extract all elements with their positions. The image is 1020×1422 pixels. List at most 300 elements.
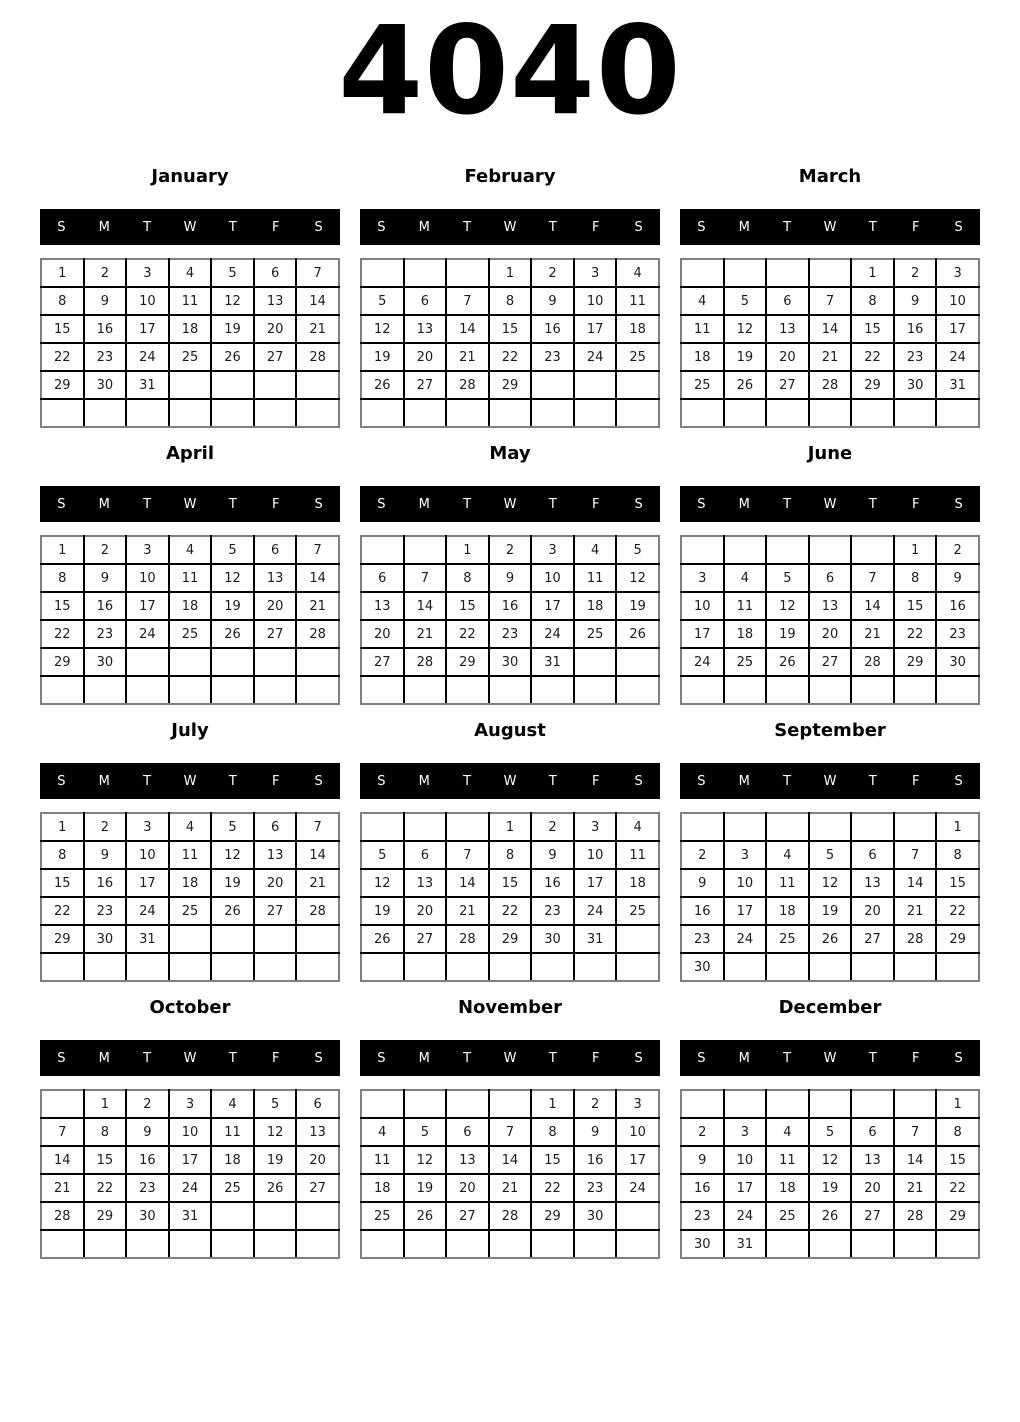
day-cell: 22 bbox=[894, 620, 937, 648]
day-of-week-label: T bbox=[783, 219, 792, 235]
day-cell: 25 bbox=[681, 371, 724, 399]
day-cell: 10 bbox=[681, 592, 724, 620]
month-july bbox=[40, 720, 340, 982]
day-cell bbox=[126, 1230, 169, 1258]
day-cell: 3 bbox=[169, 1090, 212, 1118]
day-of-week-label: S bbox=[634, 1050, 643, 1066]
day-cell: 24 bbox=[531, 620, 574, 648]
day-cell: 17 bbox=[126, 592, 169, 620]
day-cell bbox=[84, 399, 127, 427]
week-row bbox=[681, 897, 979, 925]
day-cell: 18 bbox=[616, 869, 659, 897]
week-row bbox=[681, 1202, 979, 1230]
day-cell: 26 bbox=[404, 1202, 447, 1230]
day-cell: 11 bbox=[681, 315, 724, 343]
day-cell bbox=[361, 1090, 404, 1118]
day-cell: 14 bbox=[446, 869, 489, 897]
day-cell: 7 bbox=[851, 564, 894, 592]
day-cell: 22 bbox=[84, 1174, 127, 1202]
day-cell bbox=[446, 259, 489, 287]
day-cell bbox=[211, 648, 254, 676]
day-cell: 5 bbox=[809, 1118, 852, 1146]
day-cell: 5 bbox=[616, 536, 659, 564]
day-cell: 11 bbox=[211, 1118, 254, 1146]
day-cell bbox=[681, 676, 724, 704]
day-cell: 28 bbox=[809, 371, 852, 399]
day-cell bbox=[404, 259, 447, 287]
day-cell: 27 bbox=[361, 648, 404, 676]
week-row bbox=[361, 259, 659, 287]
day-cell bbox=[41, 1090, 84, 1118]
day-cell: 1 bbox=[84, 1090, 127, 1118]
day-cell: 9 bbox=[681, 869, 724, 897]
day-cell: 27 bbox=[404, 371, 447, 399]
day-cell: 3 bbox=[126, 536, 169, 564]
day-cell: 29 bbox=[851, 371, 894, 399]
day-cell: 22 bbox=[531, 1174, 574, 1202]
day-of-week-header bbox=[680, 209, 980, 245]
week-row bbox=[41, 925, 339, 953]
day-cell: 23 bbox=[84, 343, 127, 371]
day-cell bbox=[724, 676, 767, 704]
day-cell bbox=[851, 813, 894, 841]
day-cell: 4 bbox=[681, 287, 724, 315]
day-cell: 21 bbox=[809, 343, 852, 371]
day-cell: 2 bbox=[531, 813, 574, 841]
day-cell: 30 bbox=[84, 648, 127, 676]
day-of-week-label: T bbox=[783, 773, 792, 789]
day-of-week-label: W bbox=[823, 1050, 837, 1066]
week-row bbox=[681, 259, 979, 287]
day-cell bbox=[404, 399, 447, 427]
day-of-week-label: T bbox=[463, 773, 472, 789]
month-title: December bbox=[778, 997, 882, 1018]
day-cell: 27 bbox=[296, 1174, 339, 1202]
day-cell: 10 bbox=[574, 287, 617, 315]
day-cell bbox=[724, 259, 767, 287]
day-cell bbox=[361, 259, 404, 287]
day-cell: 2 bbox=[531, 259, 574, 287]
day-cell: 29 bbox=[41, 371, 84, 399]
month-may bbox=[360, 443, 660, 705]
day-cell: 20 bbox=[361, 620, 404, 648]
week-row bbox=[361, 953, 659, 981]
day-cell: 18 bbox=[766, 1174, 809, 1202]
day-cell: 18 bbox=[169, 315, 212, 343]
day-cell: 15 bbox=[41, 869, 84, 897]
day-cell bbox=[724, 1090, 767, 1118]
week-row bbox=[361, 371, 659, 399]
day-cell bbox=[361, 1230, 404, 1258]
day-cell: 17 bbox=[616, 1146, 659, 1174]
day-of-week-label: S bbox=[954, 496, 963, 512]
day-cell bbox=[296, 399, 339, 427]
day-cell: 24 bbox=[126, 897, 169, 925]
month-october bbox=[40, 997, 340, 1259]
day-cell: 22 bbox=[851, 343, 894, 371]
day-cell bbox=[616, 953, 659, 981]
day-cell: 25 bbox=[169, 897, 212, 925]
day-cell: 31 bbox=[724, 1230, 767, 1258]
day-cell: 18 bbox=[574, 592, 617, 620]
day-cell: 7 bbox=[894, 841, 937, 869]
day-cell: 2 bbox=[84, 259, 127, 287]
day-cell: 26 bbox=[724, 371, 767, 399]
day-cell: 15 bbox=[936, 1146, 979, 1174]
week-row bbox=[41, 536, 339, 564]
day-cell: 29 bbox=[936, 925, 979, 953]
day-cell: 1 bbox=[851, 259, 894, 287]
day-cell bbox=[681, 259, 724, 287]
day-cell: 13 bbox=[361, 592, 404, 620]
day-cell: 27 bbox=[851, 1202, 894, 1230]
day-cell: 15 bbox=[41, 315, 84, 343]
day-cell: 31 bbox=[574, 925, 617, 953]
day-cell bbox=[211, 399, 254, 427]
day-of-week-label: S bbox=[57, 496, 66, 512]
day-cell: 26 bbox=[211, 343, 254, 371]
day-cell: 8 bbox=[41, 287, 84, 315]
week-row bbox=[41, 1090, 339, 1118]
day-cell: 24 bbox=[126, 343, 169, 371]
day-cell: 17 bbox=[169, 1146, 212, 1174]
day-cell: 30 bbox=[681, 1230, 724, 1258]
day-cell: 5 bbox=[361, 841, 404, 869]
day-cell: 5 bbox=[766, 564, 809, 592]
day-of-week-label: S bbox=[954, 219, 963, 235]
day-of-week-label: W bbox=[823, 219, 837, 235]
week-row bbox=[681, 676, 979, 704]
day-of-week-label: S bbox=[314, 1050, 323, 1066]
day-cell: 14 bbox=[41, 1146, 84, 1174]
day-cell bbox=[681, 813, 724, 841]
day-cell: 6 bbox=[254, 259, 297, 287]
year-title: 4040 bbox=[338, 0, 682, 142]
day-cell bbox=[894, 953, 937, 981]
day-cell bbox=[126, 648, 169, 676]
day-cell bbox=[574, 676, 617, 704]
day-of-week-label: S bbox=[377, 219, 386, 235]
day-cell: 2 bbox=[126, 1090, 169, 1118]
day-cell: 25 bbox=[724, 648, 767, 676]
day-cell bbox=[809, 813, 852, 841]
day-cell bbox=[936, 676, 979, 704]
day-cell bbox=[361, 536, 404, 564]
day-of-week-label: T bbox=[228, 496, 237, 512]
day-cell: 14 bbox=[894, 1146, 937, 1174]
day-of-week-label: S bbox=[954, 773, 963, 789]
day-of-week-label: T bbox=[783, 1050, 792, 1066]
day-cell: 25 bbox=[574, 620, 617, 648]
day-cell: 15 bbox=[489, 869, 532, 897]
day-of-week-label: T bbox=[463, 496, 472, 512]
day-cell: 13 bbox=[809, 592, 852, 620]
day-cell bbox=[489, 953, 532, 981]
day-cell: 29 bbox=[446, 648, 489, 676]
day-cell: 12 bbox=[254, 1118, 297, 1146]
day-cell: 25 bbox=[169, 620, 212, 648]
week-row bbox=[41, 371, 339, 399]
week-row bbox=[681, 1146, 979, 1174]
day-cell: 26 bbox=[616, 620, 659, 648]
month-title: May bbox=[489, 443, 531, 464]
day-cell bbox=[296, 953, 339, 981]
day-cell: 13 bbox=[254, 841, 297, 869]
day-cell: 21 bbox=[446, 897, 489, 925]
day-cell: 7 bbox=[489, 1118, 532, 1146]
day-cell: 8 bbox=[489, 287, 532, 315]
day-cell: 21 bbox=[41, 1174, 84, 1202]
day-cell: 13 bbox=[851, 869, 894, 897]
week-row bbox=[41, 315, 339, 343]
week-row bbox=[681, 343, 979, 371]
day-cell: 19 bbox=[361, 897, 404, 925]
day-cell: 23 bbox=[126, 1174, 169, 1202]
day-cell: 19 bbox=[211, 592, 254, 620]
week-row bbox=[681, 869, 979, 897]
day-cell bbox=[894, 813, 937, 841]
day-cell bbox=[211, 371, 254, 399]
day-cell: 16 bbox=[574, 1146, 617, 1174]
week-row bbox=[41, 620, 339, 648]
day-cell: 14 bbox=[851, 592, 894, 620]
day-cell: 21 bbox=[404, 620, 447, 648]
day-cell: 15 bbox=[41, 592, 84, 620]
week-row bbox=[41, 564, 339, 592]
day-of-week-label: W bbox=[823, 773, 837, 789]
day-cell: 26 bbox=[809, 1202, 852, 1230]
day-of-week-header bbox=[680, 763, 980, 799]
day-cell bbox=[126, 953, 169, 981]
day-cell: 30 bbox=[531, 925, 574, 953]
day-cell: 27 bbox=[404, 925, 447, 953]
day-cell: 30 bbox=[681, 953, 724, 981]
day-cell: 6 bbox=[446, 1118, 489, 1146]
week-row bbox=[681, 953, 979, 981]
day-cell bbox=[296, 648, 339, 676]
week-row bbox=[361, 1202, 659, 1230]
day-cell bbox=[809, 1230, 852, 1258]
week-row bbox=[41, 648, 339, 676]
week-row bbox=[361, 592, 659, 620]
day-cell bbox=[446, 1230, 489, 1258]
day-cell: 24 bbox=[169, 1174, 212, 1202]
day-cell bbox=[254, 953, 297, 981]
day-cell: 8 bbox=[531, 1118, 574, 1146]
day-cell: 29 bbox=[41, 648, 84, 676]
day-cell: 12 bbox=[211, 841, 254, 869]
day-cell: 27 bbox=[254, 620, 297, 648]
day-cell: 29 bbox=[531, 1202, 574, 1230]
day-cell bbox=[766, 536, 809, 564]
day-cell: 3 bbox=[681, 564, 724, 592]
day-cell: 15 bbox=[894, 592, 937, 620]
day-cell: 19 bbox=[211, 315, 254, 343]
week-row bbox=[681, 1090, 979, 1118]
day-of-week-label: T bbox=[868, 219, 877, 235]
day-cell bbox=[254, 1230, 297, 1258]
day-cell bbox=[809, 953, 852, 981]
day-of-week-label: F bbox=[911, 496, 920, 512]
day-cell: 1 bbox=[41, 813, 84, 841]
day-of-week-label: W bbox=[503, 1050, 517, 1066]
week-row bbox=[361, 648, 659, 676]
month-title: July bbox=[171, 720, 209, 741]
day-cell: 5 bbox=[404, 1118, 447, 1146]
month-grid bbox=[40, 1089, 340, 1259]
day-cell: 15 bbox=[489, 315, 532, 343]
day-cell: 16 bbox=[84, 315, 127, 343]
day-of-week-label: F bbox=[911, 773, 920, 789]
day-cell bbox=[766, 1090, 809, 1118]
day-cell: 9 bbox=[84, 287, 127, 315]
day-cell: 24 bbox=[574, 897, 617, 925]
day-cell bbox=[531, 1230, 574, 1258]
day-of-week-label: F bbox=[271, 496, 280, 512]
day-cell: 20 bbox=[851, 897, 894, 925]
day-cell bbox=[361, 399, 404, 427]
day-cell: 28 bbox=[894, 925, 937, 953]
day-cell bbox=[404, 953, 447, 981]
month-grid bbox=[680, 812, 980, 982]
day-of-week-label: M bbox=[418, 496, 430, 512]
day-cell bbox=[894, 399, 937, 427]
day-cell: 18 bbox=[724, 620, 767, 648]
day-cell bbox=[404, 676, 447, 704]
day-of-week-label: T bbox=[548, 219, 557, 235]
month-march bbox=[680, 166, 980, 428]
day-cell: 6 bbox=[809, 564, 852, 592]
day-cell: 5 bbox=[361, 287, 404, 315]
day-cell bbox=[169, 676, 212, 704]
day-cell: 3 bbox=[724, 841, 767, 869]
day-of-week-label: S bbox=[377, 773, 386, 789]
day-cell: 9 bbox=[84, 841, 127, 869]
week-row bbox=[361, 399, 659, 427]
day-of-week-header bbox=[40, 1040, 340, 1076]
day-cell: 22 bbox=[489, 897, 532, 925]
day-cell bbox=[766, 676, 809, 704]
day-cell: 21 bbox=[851, 620, 894, 648]
day-of-week-label: T bbox=[143, 496, 152, 512]
day-cell: 20 bbox=[766, 343, 809, 371]
day-of-week-label: M bbox=[98, 1050, 110, 1066]
month-title: January bbox=[151, 166, 229, 187]
day-cell: 2 bbox=[936, 536, 979, 564]
day-of-week-label: S bbox=[697, 219, 706, 235]
day-cell bbox=[936, 399, 979, 427]
day-cell: 10 bbox=[531, 564, 574, 592]
day-cell bbox=[296, 1202, 339, 1230]
day-cell: 24 bbox=[616, 1174, 659, 1202]
day-cell bbox=[894, 1090, 937, 1118]
week-row bbox=[681, 564, 979, 592]
day-cell: 13 bbox=[446, 1146, 489, 1174]
day-of-week-label: M bbox=[418, 1050, 430, 1066]
day-cell bbox=[254, 925, 297, 953]
day-cell bbox=[489, 399, 532, 427]
day-cell: 11 bbox=[616, 287, 659, 315]
day-cell: 5 bbox=[211, 536, 254, 564]
day-cell bbox=[211, 925, 254, 953]
day-of-week-label: T bbox=[143, 1050, 152, 1066]
day-cell: 16 bbox=[681, 897, 724, 925]
day-cell: 14 bbox=[809, 315, 852, 343]
day-cell bbox=[724, 953, 767, 981]
month-title: February bbox=[464, 166, 556, 187]
week-row bbox=[41, 869, 339, 897]
day-of-week-header bbox=[680, 486, 980, 522]
week-row bbox=[361, 813, 659, 841]
day-cell: 8 bbox=[41, 841, 84, 869]
week-row bbox=[361, 1118, 659, 1146]
day-cell bbox=[809, 1090, 852, 1118]
day-cell bbox=[254, 1202, 297, 1230]
day-of-week-label: S bbox=[314, 219, 323, 235]
day-cell: 16 bbox=[84, 869, 127, 897]
day-cell bbox=[616, 648, 659, 676]
day-of-week-label: T bbox=[463, 219, 472, 235]
month-grid bbox=[360, 258, 660, 428]
month-title: August bbox=[474, 720, 546, 741]
day-cell: 13 bbox=[404, 869, 447, 897]
day-cell bbox=[766, 1230, 809, 1258]
day-cell: 17 bbox=[724, 1174, 767, 1202]
day-cell bbox=[851, 399, 894, 427]
day-cell: 22 bbox=[446, 620, 489, 648]
week-row bbox=[681, 1118, 979, 1146]
day-cell: 7 bbox=[296, 536, 339, 564]
day-cell bbox=[894, 1230, 937, 1258]
day-cell: 18 bbox=[766, 897, 809, 925]
day-cell: 9 bbox=[681, 1146, 724, 1174]
day-cell: 10 bbox=[936, 287, 979, 315]
day-cell: 17 bbox=[724, 897, 767, 925]
week-row bbox=[41, 897, 339, 925]
day-of-week-label: F bbox=[591, 219, 600, 235]
day-of-week-header bbox=[360, 763, 660, 799]
day-of-week-label: T bbox=[143, 219, 152, 235]
day-cell: 19 bbox=[404, 1174, 447, 1202]
day-cell bbox=[809, 259, 852, 287]
week-row bbox=[361, 315, 659, 343]
day-cell: 23 bbox=[681, 1202, 724, 1230]
month-title: March bbox=[798, 166, 862, 187]
day-cell bbox=[404, 813, 447, 841]
day-cell bbox=[616, 1230, 659, 1258]
day-cell bbox=[724, 813, 767, 841]
day-of-week-label: F bbox=[271, 1050, 280, 1066]
day-of-week-label: M bbox=[418, 773, 430, 789]
day-cell: 6 bbox=[851, 841, 894, 869]
month-november bbox=[360, 997, 660, 1259]
day-cell: 9 bbox=[936, 564, 979, 592]
day-cell bbox=[296, 676, 339, 704]
day-cell: 14 bbox=[894, 869, 937, 897]
month-grid bbox=[360, 812, 660, 982]
day-of-week-header bbox=[360, 1040, 660, 1076]
week-row bbox=[681, 399, 979, 427]
day-cell: 20 bbox=[296, 1146, 339, 1174]
day-cell bbox=[404, 1090, 447, 1118]
day-cell: 8 bbox=[936, 1118, 979, 1146]
month-title: October bbox=[149, 997, 231, 1018]
day-cell: 26 bbox=[361, 925, 404, 953]
day-cell: 6 bbox=[404, 287, 447, 315]
day-cell: 17 bbox=[574, 315, 617, 343]
day-cell: 4 bbox=[724, 564, 767, 592]
month-grid bbox=[360, 535, 660, 705]
